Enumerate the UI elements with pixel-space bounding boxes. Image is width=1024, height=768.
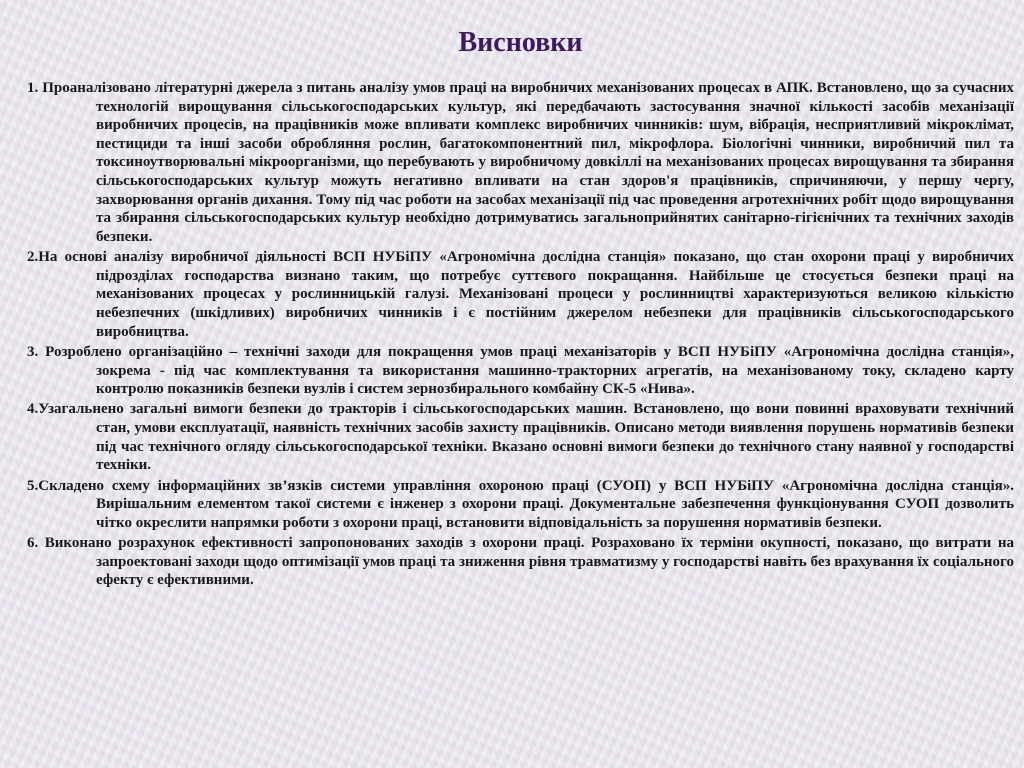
- conclusion-item-1: 1. Проаналізовано літературні джерела з питань аналізу умов праці на виробничих механізованих процесах в АПК. Встановлено, що за сучасних технологій вирощування сільськогосподарських культур, які передбачають застосування значної кількості засобів механізації виробничих процесів, на працівників може впливати комплекс виробничих чинників: шум, вібрація, несприятливий мікроклімат, пестициди та інші засоби обробляння рослин, багатокомпонентний пил, мікрофлора. Біологічні чинники, виробничий пил та токсиноутворювальні мікроорганізми, що перебувають у виробничому довкіллі на механізованих процесах вирощування та збирання сільськогосподарських культур можуть негативно впливати на стан здоров'я працівників, спричиняючи, у першу чергу, захворювання органів дихання. Тому під час роботи на засобах механізації під час проведення агротехнічних робіт щодо вирощування та збирання сільськогосподарських культур необхідно дотримуватись загальноприйнятих санітарно-гігієнічних та технічних заходів безпеки.: [27, 80, 1014, 245]
- slide-title: Висновки: [458, 27, 583, 58]
- conclusion-item-2: 2.На основі аналізу виробничої діяльності ВСП НУБіПУ «Агрономічна дослідна станція» показано, що стан охорони праці у виробничих підрозділах господарства визнано таким, що потребує суттєвого покращання. Найбільше це стосується безпеки праці на механізованих процесах у рослинницькій галузі. Механізовані процеси у рослинництві характеризуються великою кількістю небезпечних (шкідливих) виробничих чинників і є постійним джерелом небезпеки для працівників сільськогосподарського виробництва.: [27, 249, 1014, 340]
- conclusion-item-6: 6. Виконано розрахунок ефективності запропонованих заходів з охорони праці. Розраховано їх терміни окупності, показано, що витрати на запроектовані заходи щодо оптимізації умов праці та зниження рівня травматизму у господарстві навіть без врахування їх соціального ефекту є ефективними.: [27, 535, 1014, 589]
- conclusion-item-5: 5.Складено схему інформаційних зв’язків системи управління охороною праці (СУОП) у ВСП НУБіПУ «Агрономічна дослідна станція». Вирішальним елементом такої системи є інженер з охорони праці. Документальне забезпечення функціонування СУОП дозволить чітко окреслити напрямки роботи з охорони праці, встановити відповідальність за порушення нормативів безпеки.: [27, 477, 1014, 531]
- conclusion-item-4: 4.Узагальнено загальні вимоги безпеки до тракторів і сільськогосподарських машин. Встановлено, що вони повинні враховувати технічний стан, умови експлуатації, наявність технічних засобів захисту працівників. Описано методи виявлення порушень нормативів безпеки під час технічного огляду сільськогосподарської техніки. Вказано основні вимоги безпеки до технічного стану наявної у господарстві техніки.: [27, 401, 1014, 474]
- conclusion-item-3: 3. Розроблено організаційно – технічні заходи для покращення умов праці механізаторів у ВСП НУБіПУ «Агрономічна дослідна станція», зокрема - під час комплектування та використання машинно-тракторних агрегатів, на механізованому току, складено карту контролю показників безпеки вузлів і систем зернозбирального комбайну СК-5 «Нива».: [27, 343, 1014, 398]
- conclusions-list: [27, 79, 1014, 590]
